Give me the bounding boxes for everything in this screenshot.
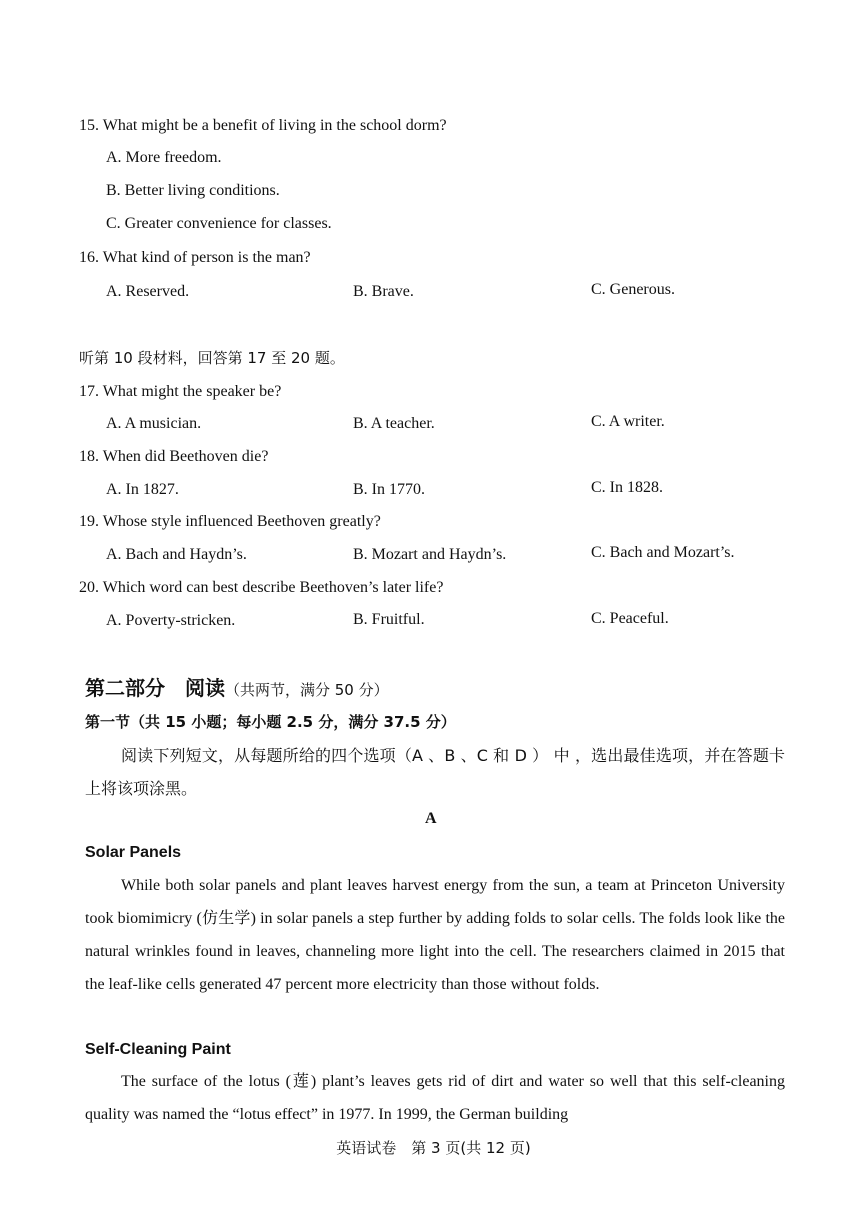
listening-instruction: 听第 10 段材料，回答第 17 至 20 题。 bbox=[79, 349, 345, 367]
question-16-option-b: B. Brave. bbox=[353, 283, 414, 300]
part-two-heading bbox=[85, 678, 389, 700]
part-two-title: 第二部分 阅读 bbox=[85, 676, 225, 700]
question-16-stem: 16. What kind of person is the man? bbox=[79, 249, 311, 266]
page-footer: 英语试卷 第 3 页(共 12 页) bbox=[336, 1139, 531, 1157]
question-15-option-b: B. Better living conditions. bbox=[106, 182, 280, 199]
question-18-option-c: C. In 1828. bbox=[591, 479, 663, 496]
question-20-option-b: B. Fruitful. bbox=[353, 611, 425, 628]
question-15-option-c: C. Greater convenience for classes. bbox=[106, 215, 332, 232]
question-17-option-a: A. A musician. bbox=[106, 415, 202, 432]
question-15-option-a: A. More freedom. bbox=[106, 149, 222, 166]
question-17-stem: 17. What might the speaker be? bbox=[79, 383, 282, 400]
question-18-option-b: B. In 1770. bbox=[353, 481, 425, 498]
question-18-option-a: A. In 1827. bbox=[106, 481, 179, 498]
part-two-subtitle: （共两节，满分 50 分） bbox=[225, 681, 389, 699]
passage-heading-self-cleaning-paint: Self-Cleaning Paint bbox=[85, 1041, 231, 1058]
passage-paragraph-2: The surface of the lotus (莲) plant’s leaves gets rid of dirt and water so well that this self-cleaning quality was named the “lotus effect” in 1977. In 1999, the German building bbox=[85, 1073, 785, 1123]
passage-heading-solar-panels: Solar Panels bbox=[85, 844, 182, 861]
question-20-option-a: A. Poverty-stricken. bbox=[106, 612, 236, 629]
question-20-stem: 20. Which word can best describe Beethoven’s later life? bbox=[79, 579, 444, 596]
question-17-option-b: B. A teacher. bbox=[353, 415, 435, 432]
passage-label: A bbox=[425, 810, 437, 827]
question-15-stem: 15. What might be a benefit of living in the school dorm? bbox=[79, 117, 447, 134]
question-17-option-c: C. A writer. bbox=[591, 413, 665, 430]
question-19-option-b: B. Mozart and Haydn’s. bbox=[353, 546, 507, 563]
section-one-heading: 第一节（共 15 小题；每小题 2.5 分，满分 37.5 分） bbox=[85, 713, 456, 731]
question-16-option-a: A. Reserved. bbox=[106, 283, 190, 300]
question-19-option-a: A. Bach and Haydn’s. bbox=[106, 546, 247, 563]
passage-paragraph-1: While both solar panels and plant leaves harvest energy from the sun, a team at Princeton University took biomimicry (仿生学) in solar panels a step further by adding folds to solar cells. The folds look like the natural wrinkles found in leaves, channeling more light into the cell. The researchers claimed in 2015 that the leaf-like cells generated 47 percent more electricity than those without folds. bbox=[85, 877, 785, 993]
question-16-option-c: C. Generous. bbox=[591, 281, 675, 298]
question-18-stem: 18. When did Beethoven die? bbox=[79, 448, 269, 465]
question-19-stem: 19. Whose style influenced Beethoven greatly? bbox=[79, 513, 381, 530]
question-20-option-c: C. Peaceful. bbox=[591, 610, 669, 627]
question-19-option-c: C. Bach and Mozart’s. bbox=[591, 544, 735, 561]
reading-directions: 阅读下列短文，从每题所给的四个选项（A 、B 、C 和 D ） 中 ，选出最佳选项，并在答题卡上将该项涂黑。 bbox=[85, 746, 785, 798]
